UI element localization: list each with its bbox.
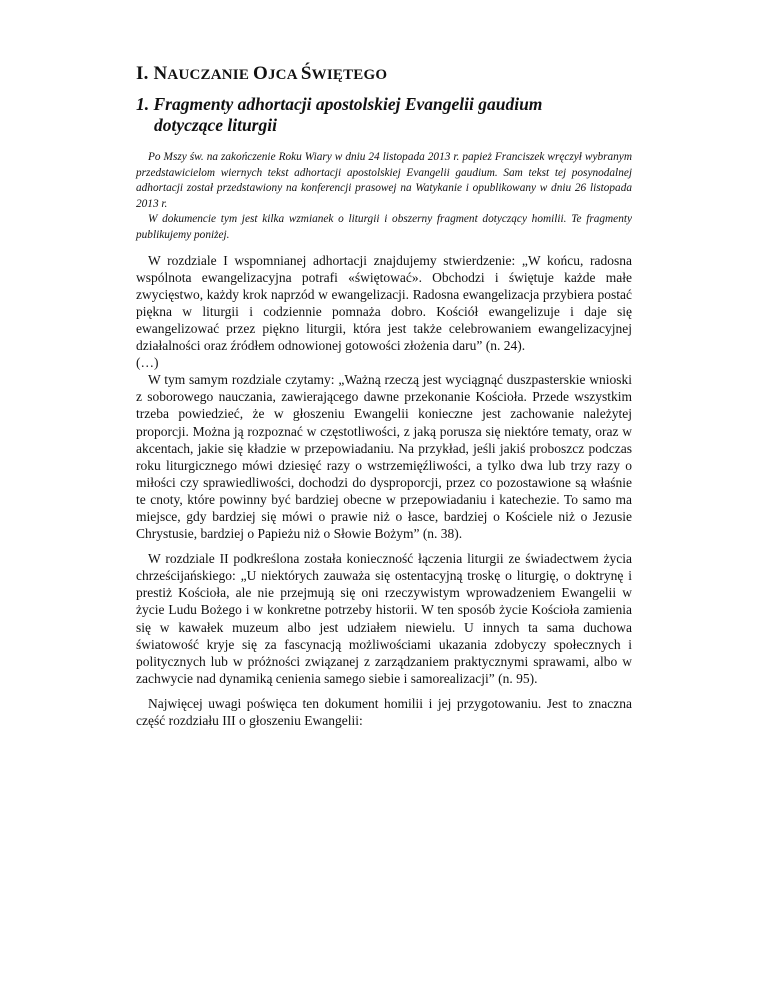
document-page (136, 62, 632, 729)
section-title-part: JCA (267, 67, 301, 83)
body-text (136, 252, 632, 730)
body-paragraph: W tym samym rozdziale czytamy: „Ważną rzeczą jest wyciągnąć duszpasterskie wnioski z soborowego nauczania, zawierającego dawne przekonanie Kościoła. Przede wszystkim trzeba powiedzieć, że w głoszeniu Ewangelii konieczne jest zachowanie należytej proporcji. Można ją rozpoznać w częstotliwości, z jaką porusza się niektóre tematy, oraz w akcentach, jakie się kładzie w przepowiadaniu. Na przykład, jeśli jakiś proboszcz podczas roku liturgicznego mówi dziesięć razy o wstrzemięźliwości, a tylko dwa lub trzy razy o miłości czy sprawiedliwości, dochodzi do dysproporcji, przez co pozostawione są właśnie te cnoty, które powinny być bardziej obecne w przepowiadaniu i katechezie. To samo ma miejsce, gdy bardziej się mówi o prawie niż o łasce, bardziej o Kościele niż o Jezusie Chrystusie, bardziej o Papieżu niż o Słowie Bożym” (n. 38). (136, 372, 632, 542)
intro-paragraph: Po Mszy św. na zakończenie Roku Wiary w dniu 24 listopada 2013 r. papież Franciszek wręczył wybranym przedstawicielom wiernych tekst adhortacji apostolskiej Evangelii gaudium. Sam tekst tej posynodalnej adhortacji został przedstawiony na konferencji prasowej na Watykanie i opublikowany w dniu 26 listopada 2013 r. (136, 151, 632, 210)
body-paragraph: W rozdziale I wspomnianej adhortacji znajdujemy stwierdzenie: „W końcu, radosna wspólnota ewangelizacyjna potrafi «świętować». Obchodzi i świętuje każde małe zwycięstwo, każdy krok naprzód w ewangelizacji. Radosna ewangelizacja przybiera postać piękna w liturgii i codziennie pomnaża dobro. Kościół ewangelizuje i daje się ewangelizować przez piękno liturgii, która jest także celebrowaniem ewangelizacyjnej działalności oraz źródłem odnowionej gotowości złożenia daru” (n. 24). (136, 252, 632, 354)
subsection-title-line-1: 1. Fragmenty adhortacji apostolskiej Evangelii gaudium (136, 94, 543, 114)
section-title-part: WIĘTEGO (311, 67, 388, 83)
section-title-text (154, 63, 388, 84)
intro-paragraph: W dokumencie tym jest kilka wzmianek o liturgii i obszerny fragment dotyczący homilii. Te fragmenty publikujemy poniżej. (136, 213, 632, 241)
editorial-intro (136, 150, 632, 244)
body-paragraph: W rozdziale II podkreślona została konieczność łączenia liturgii ze świadectwem życia chrześcijańskiego: „U niektórych zauważa się ostentacyjną troskę o liturgię, o doktrynę i prestiż Kościoła, ale nie przejmują się oni rzeczywistym wprowadzeniem Ewangelii w życie Ludu Bożego i w konkretne potrzeby historii. W ten sposób życie Kościoła zamienia się w kawałek muzeum albo jest udziałem niewielu. U innych ta sama duchowa światowość kryje się za fascynacją możliwościami ukazania zdobyczy społecznych i politycznych lub w próżności związanej z zarządzaniem praktycznymi sprawami, albo w zachwycie nad dynamiką cenienia samego siebie i samorealizacji” (n. 95). (136, 551, 632, 686)
section-title-part: N (153, 63, 168, 84)
section-title-part: AUCZANIE (167, 67, 253, 83)
section-title-part: Ś (300, 63, 312, 84)
body-paragraph: (…) (136, 355, 159, 371)
section-title (136, 62, 632, 87)
body-paragraph: Najwięcej uwagi poświęca ten dokument homilii i jej przygotowaniu. Jest to znaczna część rozdziału III o głoszeniu Ewangelii: (136, 695, 632, 728)
subsection-title-line-2: dotyczące liturgii (154, 115, 277, 135)
section-title-part: O (252, 63, 268, 84)
subsection-title (136, 94, 632, 136)
section-number: I. (136, 63, 149, 84)
